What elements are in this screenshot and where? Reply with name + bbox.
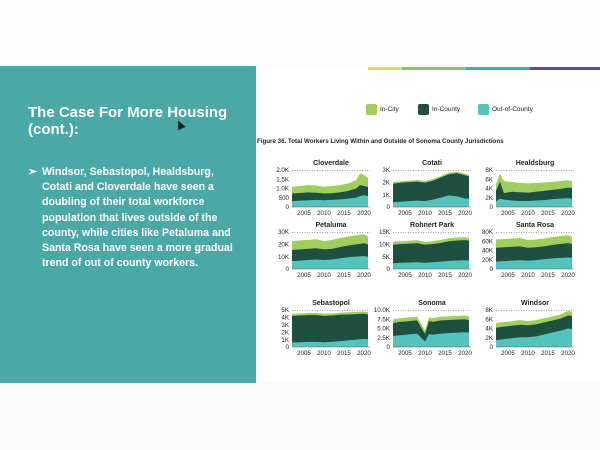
x-tick-label-healdsburg: 2020 (561, 210, 575, 217)
x-tick-label-cotati: 2020 (458, 210, 472, 217)
y-tick-label-rohnert-park: 15K (378, 229, 390, 237)
y-tick-label-windsor: 0 (489, 344, 493, 352)
x-tick-label-santa-rosa: 2010 (521, 272, 535, 279)
x-tick-label-rohnert-park: 2020 (458, 272, 472, 279)
chart-title-petaluma: Petaluma (315, 222, 347, 229)
bullet-text: Windsor, Sebastopol, Healdsburg, Cotati and Cloverdale have seen a doubling of their total workforce population that lives outside of the county, while cities like Petaluma and Santa Rosa have seen a more gradual trend of out of county workers. (42, 166, 233, 270)
y-tick-label-healdsburg: 2K (485, 194, 493, 202)
y-tick-label-windsor: 2K (485, 334, 493, 342)
y-tick-label-cloverdale: 500 (278, 194, 289, 202)
y-tick-label-healdsburg: 8K (485, 167, 493, 175)
y-tick-label-cotati: 3K (382, 167, 390, 175)
y-tick-label-santa-rosa: 60K (481, 238, 493, 246)
y-tick-label-windsor: 4K (485, 325, 493, 333)
y-tick-label-rohnert-park: 5K (382, 253, 390, 261)
x-tick-label-windsor: 2005 (501, 350, 515, 357)
figure-caption: Figure 36. Total Workers Living Within and Outside of Sonoma County Jurisdictions (257, 138, 504, 145)
y-tick-label-healdsburg: 6K (485, 176, 493, 184)
x-tick-label-rohnert-park: 2015 (438, 272, 452, 279)
legend-out-of-county-label: Out-of-County (492, 106, 533, 113)
x-tick-label-sebastopol: 2005 (297, 350, 311, 357)
y-tick-label-windsor: 6K (485, 316, 493, 324)
x-tick-label-santa-rosa: 2020 (561, 272, 575, 279)
chart-title-rohnert-park: Rohnert Park (410, 222, 454, 229)
x-tick-label-petaluma: 2005 (297, 272, 311, 279)
y-tick-label-sebastopol: 4K (281, 314, 289, 322)
x-tick-label-cloverdale: 2020 (357, 210, 371, 217)
y-tick-label-petaluma: 10K (277, 253, 289, 261)
chart-sonoma (374, 300, 473, 357)
chart-title-cotati: Cotati (422, 160, 442, 167)
legend-in-city-label: In-City (380, 106, 399, 113)
y-tick-label-cotati: 0 (386, 204, 390, 212)
x-tick-label-sebastopol: 2010 (317, 350, 331, 357)
y-tick-label-cloverdale: 1.5K (276, 176, 289, 184)
y-tick-label-sebastopol: 3K (281, 322, 289, 329)
y-tick-label-sonoma: 7.5K (377, 316, 390, 324)
y-tick-label-petaluma: 20K (277, 241, 289, 249)
y-tick-label-petaluma: 0 (285, 266, 289, 274)
x-tick-label-cotati: 2010 (418, 210, 432, 217)
x-tick-label-rohnert-park: 2005 (398, 272, 412, 279)
y-tick-label-windsor: 8K (485, 307, 493, 315)
y-tick-label-petaluma: 30K (277, 229, 289, 237)
x-tick-label-cotati: 2015 (438, 210, 452, 217)
chart-title-cloverdale: Cloverdale (313, 160, 349, 167)
x-tick-label-cloverdale: 2010 (317, 210, 331, 217)
x-tick-label-sebastopol: 2015 (337, 350, 351, 357)
x-tick-label-petaluma: 2015 (337, 272, 351, 279)
chart-windsor (485, 300, 575, 357)
chart-title-healdsburg: Healdsburg (515, 160, 555, 167)
x-tick-label-healdsburg: 2005 (501, 210, 515, 217)
y-tick-label-healdsburg: 4K (485, 185, 493, 193)
x-tick-label-santa-rosa: 2005 (501, 272, 515, 279)
x-tick-label-windsor: 2015 (541, 350, 555, 357)
chart-cotati (382, 160, 472, 217)
chart-cloverdale (276, 160, 371, 217)
y-tick-label-cotati: 2K (382, 179, 390, 187)
x-tick-label-sonoma: 2015 (438, 350, 452, 357)
x-tick-label-sonoma: 2005 (398, 350, 412, 357)
arrow-bullet-icon: ➢ (28, 166, 38, 178)
x-tick-label-windsor: 2020 (561, 350, 575, 357)
y-tick-label-sonoma: 10.0K (373, 307, 390, 315)
x-tick-label-sebastopol: 2020 (357, 350, 371, 357)
x-tick-label-windsor: 2010 (521, 350, 535, 357)
y-tick-label-sonoma: 0 (386, 344, 390, 352)
y-tick-label-cloverdale: 1.0K (276, 185, 289, 193)
y-tick-label-cloverdale: 0 (285, 204, 289, 212)
x-tick-label-cotati: 2005 (398, 210, 412, 217)
y-tick-label-sebastopol: 0 (285, 344, 289, 352)
chart-petaluma (278, 222, 371, 279)
x-tick-label-santa-rosa: 2015 (541, 272, 555, 279)
y-tick-label-healdsburg: 0 (489, 204, 493, 212)
chart-healdsburg (485, 160, 575, 217)
y-tick-label-sonoma: 2.5K (377, 334, 390, 342)
chart-title-sonoma: Sonoma (418, 300, 446, 307)
y-tick-label-sonoma: 5.0K (377, 325, 390, 333)
chart-title-windsor: Windsor (521, 300, 549, 307)
x-tick-label-cloverdale: 2005 (297, 210, 311, 217)
x-tick-label-rohnert-park: 2010 (418, 272, 432, 279)
y-tick-label-rohnert-park: 10K (378, 241, 390, 249)
chart-title-sebastopol: Sebastopol (312, 300, 350, 307)
y-tick-label-sebastopol: 1K (281, 336, 289, 344)
x-tick-label-petaluma: 2020 (357, 272, 371, 279)
x-tick-label-cloverdale: 2015 (337, 210, 351, 217)
y-tick-label-santa-rosa: 80K (481, 229, 493, 237)
y-tick-label-santa-rosa: 0 (489, 266, 493, 274)
y-tick-label-cotati: 1K (382, 191, 390, 199)
x-tick-label-sonoma: 2020 (458, 350, 472, 357)
y-tick-label-cloverdale: 2.0K (276, 167, 289, 175)
chart-title-santa-rosa: Santa Rosa (515, 222, 555, 229)
y-tick-label-rohnert-park: 0 (386, 266, 390, 274)
slide-title: The Case For More Housing (cont.): (28, 104, 228, 138)
x-tick-label-healdsburg: 2010 (521, 210, 535, 217)
chart-sebastopol (281, 300, 371, 357)
y-tick-label-santa-rosa: 40K (481, 247, 493, 255)
x-tick-label-sonoma: 2010 (418, 350, 432, 357)
legend-in-county-label: In-County (432, 106, 461, 113)
x-tick-label-petaluma: 2010 (317, 272, 331, 279)
chart-santa-rosa (482, 222, 575, 279)
y-tick-label-sebastopol: 5K (281, 307, 289, 315)
x-tick-label-healdsburg: 2015 (541, 210, 555, 217)
y-tick-label-santa-rosa: 20K (481, 256, 493, 264)
chart-rohnert-park (379, 222, 472, 279)
y-tick-label-sebastopol: 2K (281, 329, 289, 337)
